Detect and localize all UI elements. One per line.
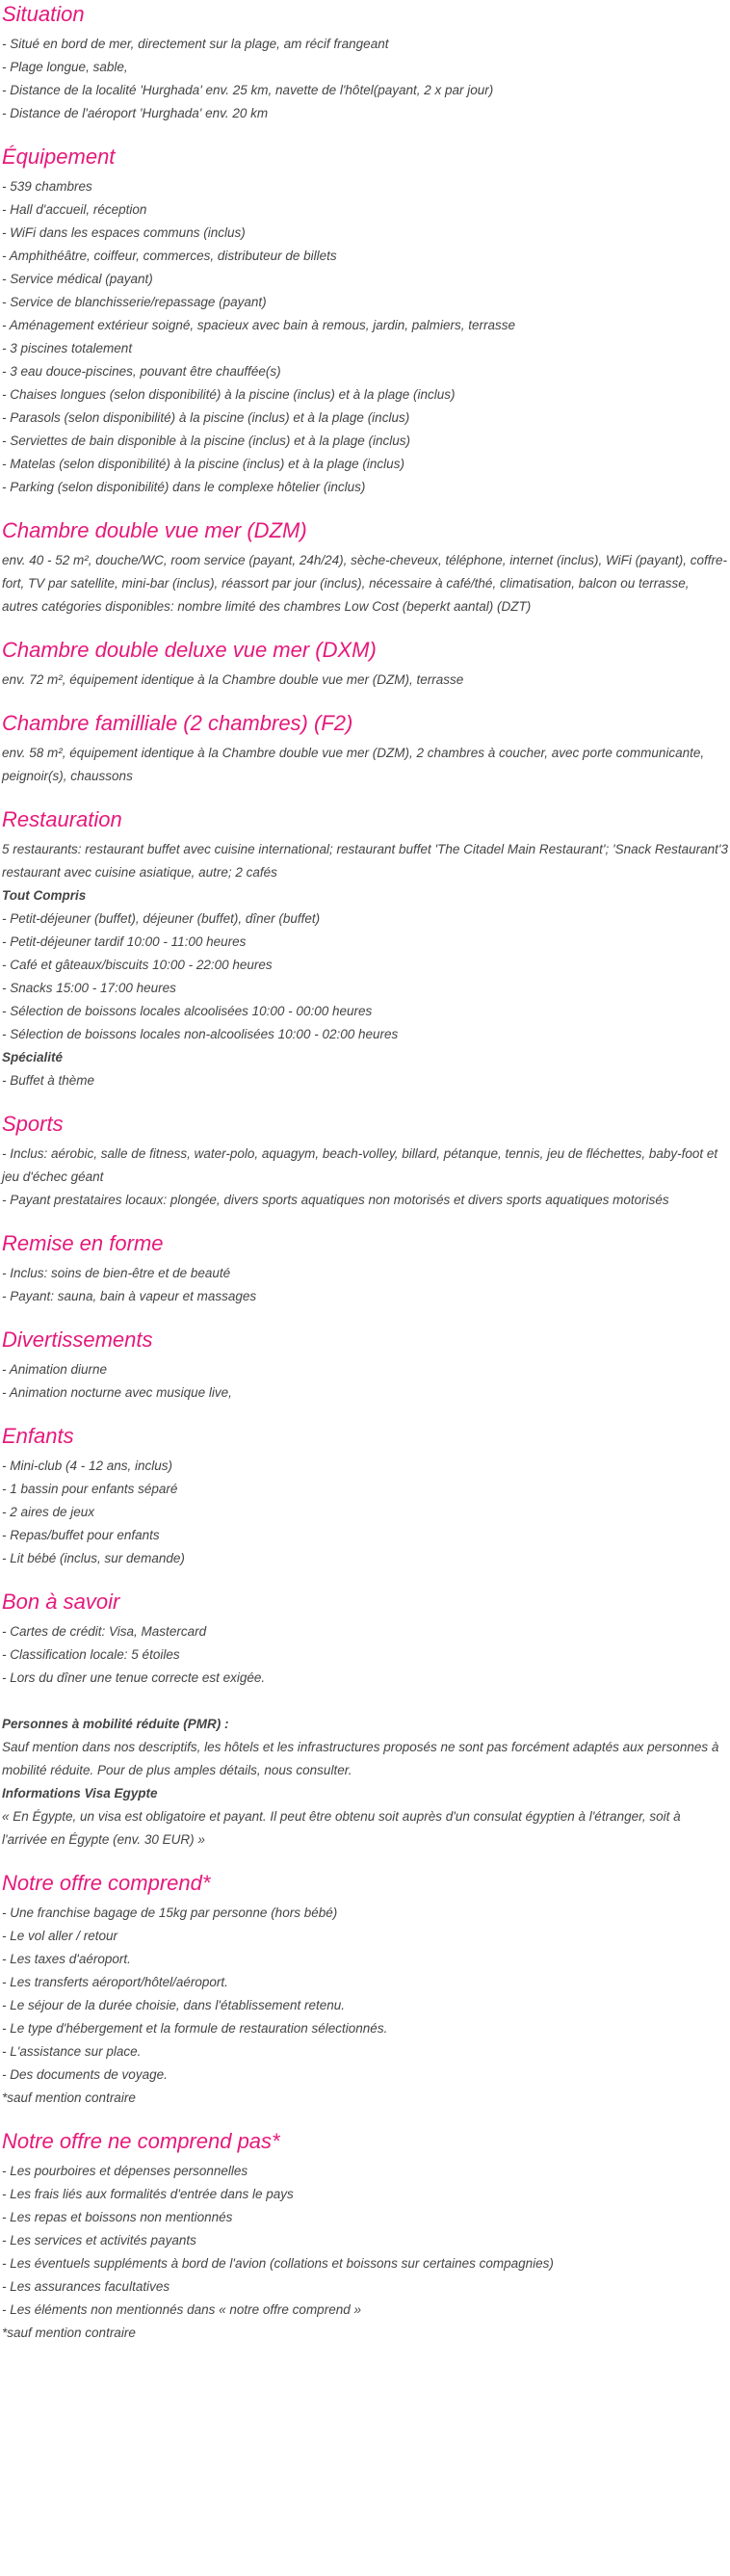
text-line: - Parking (selon disponibilité) dans le complexe hôtelier (inclus) <box>2 480 366 494</box>
text-line: - Le séjour de la durée choisie, dans l'établissement retenu. <box>2 1998 346 2012</box>
text-line: - Le vol aller / retour <box>2 1929 118 1943</box>
text-line: - Les transferts aéroport/hôtel/aéroport. <box>2 1975 228 1989</box>
text-line: - Service de blanchisserie/repassage (payant) <box>2 295 267 309</box>
section-restauration <box>2 805 728 1092</box>
section-heading: Chambre familliale (2 chambres) (F2) <box>2 711 353 735</box>
text-line: - Payant prestataires locaux: plongée, divers sports aquatiques non motorisés et divers sports aquatiques motorisés <box>2 1193 669 1207</box>
text-line: - WiFi dans les espaces communs (inclus) <box>2 225 246 240</box>
section-content <box>2 2160 728 2345</box>
text-line: - Amphithéâtre, coiffeur, commerces, distributeur de billets <box>2 249 337 263</box>
text-line: - 3 eau douce-piscines, pouvant être chauffée(s) <box>2 364 281 379</box>
subheading: Informations Visa Egypte <box>2 1786 158 1801</box>
subheading: Personnes à mobilité réduite (PMR) : <box>2 1717 229 1731</box>
text-line: - Cartes de crédit: Visa, Mastercard <box>2 1624 207 1639</box>
section-content <box>2 1262 728 1308</box>
text-line: - Lors du dîner une tenue correcte est exigée. <box>2 1670 266 1685</box>
section-heading: Sports <box>2 1112 64 1136</box>
text-line: - Inclus: soins de bien-être et de beauté <box>2 1266 231 1280</box>
section-heading: Remise en forme <box>2 1231 164 1255</box>
text-line: *sauf mention contraire <box>2 2326 136 2340</box>
section-content <box>2 33 728 125</box>
section-content <box>2 669 728 692</box>
text-line: - Animation nocturne avec musique live, <box>2 1385 232 1400</box>
section-heading: Chambre double vue mer (DZM) <box>2 518 307 542</box>
text-line: - L'assistance sur place. <box>2 2044 142 2059</box>
text-line: - Hall d'accueil, réception <box>2 202 147 217</box>
section-divertissements <box>2 1326 728 1405</box>
text-line: - Les repas et boissons non mentionnés <box>2 2210 233 2224</box>
section-content <box>2 1620 728 1852</box>
text-line: - Les services et activités payants <box>2 2233 196 2247</box>
text-line: - Chaises longues (selon disponibilité) à la piscine (inclus) et à la plage (inclus) <box>2 387 456 402</box>
text-line: - 3 piscines totalement <box>2 341 133 355</box>
text-line: - Snacks 15:00 - 17:00 heures <box>2 981 176 995</box>
text-line: - Les pourboires et dépenses personnelles <box>2 2164 248 2178</box>
text-line: - Matelas (selon disponibilité) à la piscine (inclus) et à la plage (inclus) <box>2 457 404 471</box>
section-remise-en-forme <box>2 1229 728 1308</box>
text-line: - Les éléments non mentionnés dans « notre offre comprend » <box>2 2302 361 2317</box>
text-line: - 2 aires de jeux <box>2 1505 95 1519</box>
text-line: - 1 bassin pour enfants séparé <box>2 1482 178 1496</box>
text-line: 5 restaurants: restaurant buffet avec cuisine international; restaurant buffet 'The Citadel Main Restaurant'; 'Snack Restaurant'3 restaurant avec cuisine asiatique, autre; 2 cafés <box>2 842 728 880</box>
section-chambre-double-deluxe-vue-mer-dxm <box>2 636 728 692</box>
text-line: - Sélection de boissons locales alcoolisées 10:00 - 00:00 heures <box>2 1004 373 1018</box>
text-line: env. 58 m², équipement identique à la Chambre double vue mer (DZM), 2 chambres à coucher, avec porte communicante, peignoir(s), chaussons <box>2 746 705 783</box>
section-sports <box>2 1110 728 1212</box>
section-bon-a-savoir <box>2 1588 728 1852</box>
text-line: - Le type d'hébergement et la formule de restauration sélectionnés. <box>2 2021 388 2036</box>
text-line: - Payant: sauna, bain à vapeur et massages <box>2 1289 257 1303</box>
section-equipement <box>2 143 728 499</box>
section-chambre-familliale-2-chambres-f2 <box>2 709 728 788</box>
section-content <box>2 1143 728 1212</box>
text-line: - Plage longue, sable, <box>2 60 128 74</box>
text-line: - Une franchise bagage de 15kg par personne (hors bébé) <box>2 1906 338 1920</box>
text-line: - Inclus: aérobic, salle de fitness, water-polo, aquagym, beach-volley, billard, pétanque, tennis, jeu de fléchettes, baby-foot et jeu d'échec géant <box>2 1146 718 1184</box>
section-heading: Chambre double deluxe vue mer (DXM) <box>2 638 377 662</box>
text-line: - Les assurances facultatives <box>2 2279 170 2294</box>
text-line: - Sélection de boissons locales non-alcoolisées 10:00 - 02:00 heures <box>2 1027 399 1041</box>
text-line: - Situé en bord de mer, directement sur la plage, am récif frangeant <box>2 37 389 51</box>
section-content <box>2 1358 728 1405</box>
subheading: Tout Compris <box>2 888 87 903</box>
text-line: env. 72 m², équipement identique à la Chambre double vue mer (DZM), terrasse <box>2 672 464 687</box>
text-line: - Repas/buffet pour enfants <box>2 1528 160 1542</box>
section-content <box>2 175 728 499</box>
section-heading: Notre offre comprend* <box>2 1871 211 1895</box>
text-line: - Service médical (payant) <box>2 272 153 286</box>
section-situation <box>2 0 728 125</box>
text-line: - Les éventuels suppléments à bord de l'avion (collations et boissons sur certaines compagnies) <box>2 2256 554 2271</box>
text-line: - Mini-club (4 - 12 ans, inclus) <box>2 1459 173 1473</box>
section-content <box>2 1455 728 1570</box>
section-heading: Restauration <box>2 807 122 831</box>
section-heading: Notre offre ne comprend pas* <box>2 2129 280 2153</box>
subheading: Spécialité <box>2 1050 64 1065</box>
text-line: - Animation diurne <box>2 1362 108 1377</box>
text-line: « En Égypte, un visa est obligatoire et payant. Il peut être obtenu soit auprès d'un consulat égyptien à l'étranger, soit à l'arrivée en Égypte (env. 30 EUR) » <box>2 1809 681 1847</box>
text-line: - Parasols (selon disponibilité) à la piscine (inclus) et à la plage (inclus) <box>2 410 410 425</box>
section-enfants <box>2 1422 728 1570</box>
section-content <box>2 742 728 788</box>
text-line: - Distance de la localité 'Hurghada' env. 25 km, navette de l'hôtel(payant, 2 x par jour) <box>2 83 494 97</box>
text-line: env. 40 - 52 m², douche/WC, room service (payant, 24h/24), sèche-cheveux, téléphone, internet (inclus), WiFi (payant), coffre-fort, TV par satellite, mini-bar (inclus), réassort par jour (inclus), nécessaire à café/thé, climatisation, balcon ou terrasse, autres catégories disponibles: nombre limité des chambres Low Cost (beperkt aantal) (DZT) <box>2 553 727 614</box>
text-line: - Classification locale: 5 étoiles <box>2 1647 180 1662</box>
section-chambre-double-vue-mer-dzm <box>2 516 728 618</box>
section-heading: Divertissements <box>2 1327 153 1352</box>
section-heading: Équipement <box>2 145 116 169</box>
text-line: - Distance de l'aéroport 'Hurghada' env. 20 km <box>2 106 269 120</box>
text-line: Sauf mention dans nos descriptifs, les hôtels et les infrastructures proposés ne sont pas forcément adaptés aux personnes à mobilité réduite. Pour de plus amples détails, nous consulter. <box>2 1740 719 1777</box>
section-heading: Enfants <box>2 1424 74 1448</box>
text-line: - Les frais liés aux formalités d'entrée dans le pays <box>2 2187 294 2201</box>
section-heading: Bon à savoir <box>2 1590 120 1614</box>
section-heading: Situation <box>2 2 85 26</box>
text-line: - Aménagement extérieur soigné, spacieux avec bain à remous, jardin, palmiers, terrasse <box>2 318 516 332</box>
section-content <box>2 838 728 1092</box>
section-notre-offre-comprend <box>2 1869 728 2110</box>
text-line: - Lit bébé (inclus, sur demande) <box>2 1551 185 1565</box>
text-line: - Petit-déjeuner (buffet), déjeuner (buffet), dîner (buffet) <box>2 911 321 926</box>
text-line: *sauf mention contraire <box>2 2090 136 2105</box>
text-line: - Buffet à thème <box>2 1073 95 1088</box>
text-line: - Les taxes d'aéroport. <box>2 1952 131 1966</box>
text-line: - Café et gâteaux/biscuits 10:00 - 22:00 heures <box>2 958 273 972</box>
spacer <box>2 1690 728 1713</box>
text-line: - Des documents de voyage. <box>2 2067 168 2082</box>
text-line: - 539 chambres <box>2 179 92 194</box>
text-line: - Petit-déjeuner tardif 10:00 - 11:00 heures <box>2 934 247 949</box>
section-content <box>2 1902 728 2110</box>
section-notre-offre-ne-comprend-pas <box>2 2127 728 2345</box>
text-line: - Serviettes de bain disponible à la piscine (inclus) et à la plage (inclus) <box>2 434 410 448</box>
section-content <box>2 549 728 618</box>
